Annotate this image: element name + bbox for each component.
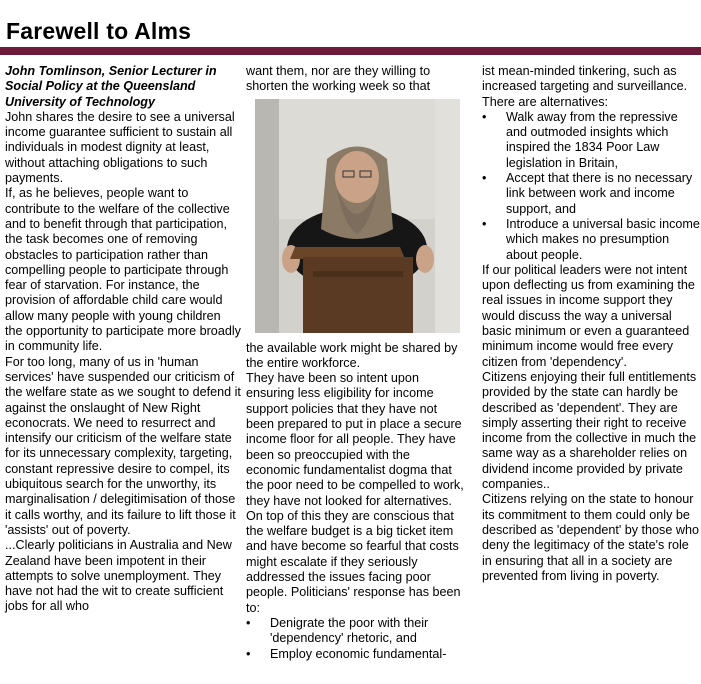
title-rule [0,47,701,55]
column-1 [5,64,241,615]
bullet-icon: • [246,646,251,661]
paragraph: They have been so intent upon ensuring less eligibility for income support policies that they have not been prepared to put in place a secure income floor for all people. They have been so preoccupied with the economic fundamentalist dogma that the poor need to be compelled to work, they have not looked for alternatives. On top of this they are conscious that the welfare budget is a big ticket item and have become so fearful that costs might escalate if they seriously addressed the issues facing poor people. Politicians' response has been to: [246,371,464,615]
bullet-text: Denigrate the poor with their 'dependency' rhetoric, and [270,615,429,646]
bullet-item [246,647,464,662]
bullet-icon: • [482,109,487,124]
paragraph: the available work might be shared by the entire workforce. [246,340,458,370]
paragraph: ist mean-minded tinkering, such as increased targeting and surveillance. [482,64,688,94]
bullet-text: Walk away from the repressive and outmoded insights which inspired the 1834 Poor Law legislation in Britain, [506,109,678,170]
column-3 [482,64,700,584]
byline: John Tomlinson, Senior Lecturer in Social Policy at the Queensland University of Technology [5,64,217,109]
bullet-item [482,171,700,217]
speaker-photo [255,99,460,333]
bullet-item [246,616,464,647]
column-2 [246,64,464,662]
paragraph: For too long, many of us in 'human services' have suspended our criticism of the welfare state as we sought to defend it against the onslaught of New Right econocrats. We need to resurrect and intensify our criticism of the welfare state for its unnecessary complexity, targeting, constant repressive desire to compel, its ubiquitous search for the unworthy, its marginalisation / delegitimisation of those it calls worthy, and its failure to lift those it 'assists' out of poverty. [5,354,241,537]
paragraph: ...Clearly politicians in Australia and New Zealand have been impotent in their attempts to solve unemployment. They have not had the wit to create sufficient jobs for all who [5,538,232,614]
bullet-icon: • [482,216,487,231]
bullet-item [482,110,700,171]
bullet-icon: • [246,615,251,630]
bullet-text: Introduce a universal basic income which makes no presumption about people. [506,216,700,262]
paragraph: John shares the desire to see a universal income guarantee sufficient to sustain all individuals in modest dignity at least, without attaching obligations to such payments. [5,109,235,186]
paragraph: If, as he believes, people want to contribute to the welfare of the collective and to benefit through that participation, the task becomes one of removing obstacles to participation rather than compelling people to participate through fear of starvation. For instance, the provision of affordable child care would allow many people with young children the opportunity to participate more broadly in community life. [5,186,241,354]
paragraph: Citizens relying on the state to honour its commitment to them could only be described as 'dependent' by those who deny the legitimacy of the state's role in ensuring that all in a society are prevented from living in poverty. [482,492,699,583]
paragraph: Citizens enjoying their full entitlements provided by the state can hardly be described as 'dependent'. They are simply asserting their right to receive income from the collective in much the same way as a shareholder relies on dividend income provided by private companies.. [482,369,697,492]
bullet-item [482,217,700,263]
speaker-photo-illustration [255,99,460,333]
paragraph: want them, nor are they willing to shorten the working week so that [246,64,431,94]
article-title: Farewell to Alms [6,18,192,44]
paragraph: If our political leaders were not intent upon deflecting us from examining the real issues in income support they would discuss the way a universal basic minimum or even a guaranteed minimum income would free every citizen from 'dependency'. [482,262,695,369]
bullet-text: Employ economic fundamental- [270,646,447,661]
paragraph: There are alternatives: [482,94,608,109]
bullet-text: Accept that there is no necessary link between work and income support, and [506,171,693,216]
bullet-icon: • [482,171,487,186]
